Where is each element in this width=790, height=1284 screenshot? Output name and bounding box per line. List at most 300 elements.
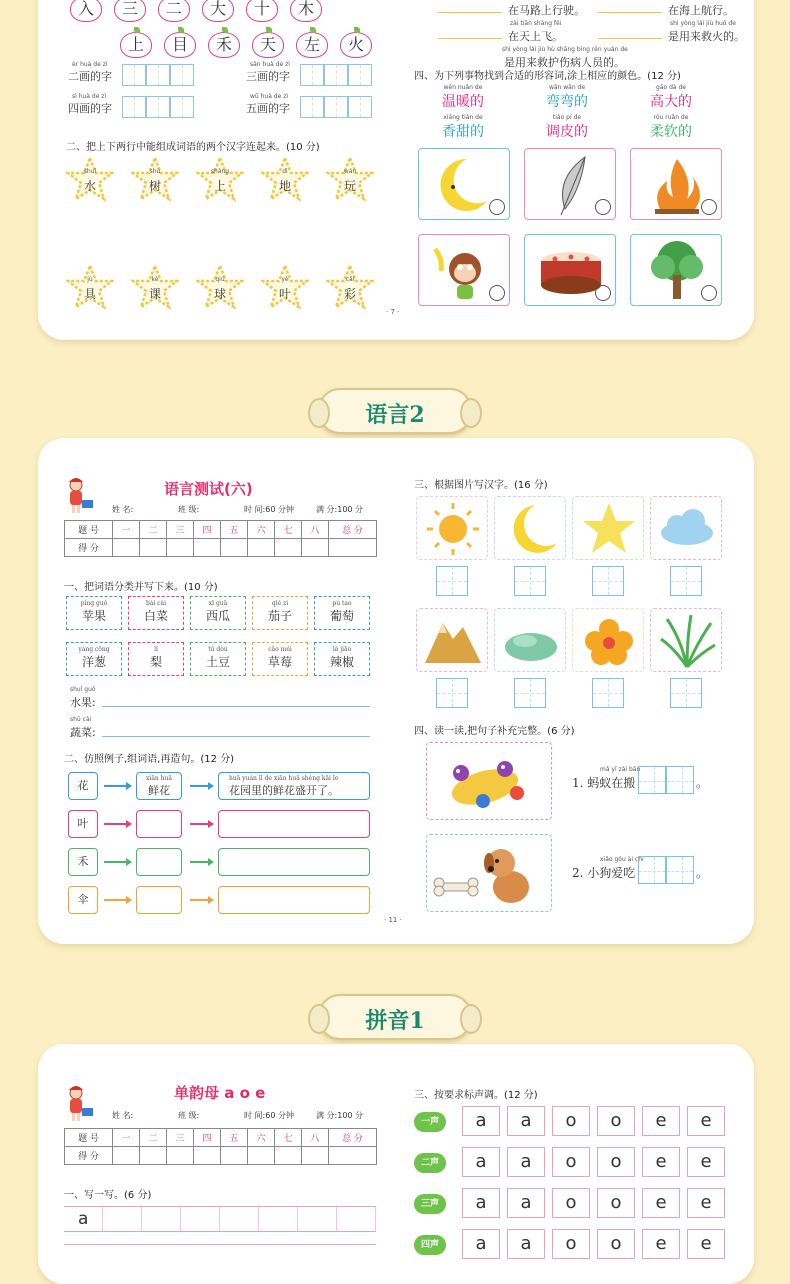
- stone-icon: [495, 609, 567, 673]
- adjective-hanzi: 香甜的: [442, 124, 484, 140]
- score-cell[interactable]: [221, 1147, 248, 1165]
- girl-reading-icon: [64, 476, 94, 514]
- star-hanzi: 具: [83, 287, 96, 301]
- pinyin-box[interactable]: a: [462, 1229, 500, 1259]
- apple-char: 目: [164, 32, 196, 58]
- full-score-label: 满 分:100 分: [316, 1111, 364, 1120]
- write-grid[interactable]: [348, 96, 372, 118]
- name-label: 姓 名:: [112, 505, 134, 514]
- word-pinyin: bái cài: [145, 600, 167, 607]
- score-header-cell: 题 号: [65, 521, 113, 539]
- pinyin-box[interactable]: e: [687, 1147, 725, 1177]
- apple-char: 火: [340, 32, 372, 58]
- flower-icon: [573, 609, 645, 673]
- star-hanzi: 水: [83, 179, 96, 193]
- answer-line[interactable]: [598, 38, 662, 39]
- write-grid[interactable]: [300, 96, 324, 118]
- char-box: 叶: [68, 810, 98, 838]
- time-label: 时 间:60 分钟: [244, 1111, 294, 1120]
- adjective: [532, 114, 602, 141]
- write-grid[interactable]: [638, 856, 666, 884]
- pinyin-box[interactable]: e: [642, 1229, 680, 1259]
- worksheet-page-11: [38, 438, 754, 944]
- picture-frame: [494, 608, 566, 672]
- section-3-title: 三、按要求标声调。(12 分): [414, 1090, 538, 1101]
- score-cell[interactable]: [302, 1147, 329, 1165]
- arrow-icon: [104, 899, 130, 901]
- picture-card[interactable]: [418, 148, 510, 220]
- write-grid[interactable]: [592, 678, 624, 708]
- star-hanzi: 地: [278, 179, 291, 193]
- word-pinyin: cǎo méi: [268, 646, 292, 653]
- picture-card[interactable]: [630, 234, 722, 306]
- adjective: [532, 84, 602, 111]
- pinyin-box[interactable]: a: [462, 1188, 500, 1218]
- pinyin-box[interactable]: o: [597, 1188, 635, 1218]
- star-hanzi: 叶: [278, 287, 291, 301]
- adjective-hanzi: 调皮的: [546, 124, 588, 140]
- write-grid[interactable]: [300, 64, 324, 86]
- write-grid[interactable]: [146, 96, 170, 118]
- adjective: [636, 84, 706, 111]
- section-banner-language-2: [318, 388, 472, 434]
- sentence-answer-box[interactable]: [218, 810, 370, 838]
- write-grid[interactable]: [146, 64, 170, 86]
- score-table: [64, 520, 377, 557]
- picture-frame: [416, 496, 488, 560]
- write-letter: a: [78, 1209, 89, 1229]
- adjective-pinyin: wēn nuǎn de: [443, 84, 483, 91]
- write-grid[interactable]: [122, 64, 146, 86]
- sentence-end: 。: [696, 776, 709, 790]
- star-char[interactable]: [326, 156, 374, 202]
- star-pinyin: dì: [282, 168, 288, 175]
- apple-char: 木: [290, 0, 322, 22]
- word-hanzi: 洋葱: [81, 655, 106, 669]
- color-circle[interactable]: [701, 285, 717, 301]
- full-score-label: 满 分:100 分: [316, 505, 364, 514]
- score-header-cell: 五: [221, 1129, 248, 1147]
- score-header-cell: 二: [140, 1129, 167, 1147]
- adjective-hanzi: 高大的: [650, 94, 692, 110]
- section-4-title: 四、读一读,把句子补充完整。(6 分): [414, 726, 575, 737]
- score-cell[interactable]: [113, 539, 140, 557]
- worksheet-page-7: [38, 0, 754, 340]
- score-header-cell: 七: [275, 1129, 302, 1147]
- picture-card[interactable]: [524, 148, 616, 220]
- pinyin-box[interactable]: a: [507, 1106, 545, 1136]
- word-box: [128, 596, 184, 630]
- stroke-pinyin: sān huà de zì: [250, 61, 290, 68]
- picture-card[interactable]: [524, 234, 616, 306]
- stroke-label: 二画的字: [68, 70, 112, 83]
- star-char[interactable]: [131, 264, 179, 310]
- sentence-pinyin: xiǎo gǒu ài chī: [600, 856, 644, 863]
- star-hanzi: 彩: [343, 287, 356, 301]
- word-pinyin: lí: [154, 646, 158, 653]
- apple-char: 上: [120, 32, 152, 58]
- pinyin-box[interactable]: e: [642, 1106, 680, 1136]
- word-pinyin: tǔ dòu: [208, 646, 228, 653]
- girl-reading-icon: [64, 1084, 94, 1122]
- write-grid[interactable]: [670, 566, 702, 596]
- star-pinyin: kè: [151, 276, 159, 283]
- write-grid[interactable]: [436, 566, 468, 596]
- write-grid[interactable]: [170, 64, 194, 86]
- write-grid[interactable]: [324, 64, 348, 86]
- line-text: 在海上航行。: [668, 4, 734, 17]
- writing-line-1[interactable]: [64, 1206, 376, 1232]
- score-cell[interactable]: [167, 1147, 194, 1165]
- color-circle[interactable]: [489, 285, 505, 301]
- arrow-icon: [104, 823, 130, 825]
- line-text: 是用来救护伤病人员的。: [504, 56, 625, 69]
- adjective: [428, 114, 498, 141]
- test-title: 单韵母 a o e: [174, 1084, 266, 1102]
- section-2-title: 二、仿照例子,组词语,再造句。(12 分): [64, 754, 235, 765]
- score-cell[interactable]: [329, 1147, 377, 1165]
- picture-card[interactable]: [630, 148, 722, 220]
- line-pinyin: zài tiān shàng fēi: [510, 20, 562, 27]
- dog-bone-icon: [427, 835, 551, 911]
- score-cell[interactable]: [329, 539, 377, 557]
- line-pinyin: shì yòng lái jiù huǒ de: [670, 20, 736, 27]
- star-pinyin: shù: [149, 168, 161, 175]
- stroke-label: 四画的字: [68, 102, 112, 115]
- line-text: 在天上飞。: [508, 30, 563, 43]
- color-circle[interactable]: [701, 199, 717, 215]
- char-box: 花: [68, 772, 98, 800]
- worksheet-page-pinyin: [38, 1044, 754, 1284]
- sentence-pinyin: huā yuán lǐ de xiān huā shèng kāi le: [229, 775, 339, 782]
- word-box: [190, 596, 246, 630]
- veg-pinyin: shū cài: [70, 716, 92, 723]
- star-char[interactable]: [326, 264, 374, 310]
- adjective-pinyin: róu ruǎn de: [653, 114, 689, 121]
- moon-icon: [495, 497, 567, 561]
- word-answer-box[interactable]: [136, 848, 182, 876]
- score-cell[interactable]: [275, 539, 302, 557]
- arrow-icon: [190, 899, 212, 901]
- char-box: 伞: [68, 886, 98, 914]
- veg-answer-line[interactable]: [102, 736, 370, 737]
- score-header-cell: 五: [221, 521, 248, 539]
- class-label: 班 级:: [178, 505, 200, 514]
- pinyin-box[interactable]: o: [597, 1147, 635, 1177]
- picture-frame: [572, 496, 644, 560]
- test-title: 语言测试(六): [164, 480, 253, 498]
- star-pinyin: jù: [87, 276, 93, 283]
- apple-char: 禾: [208, 32, 240, 58]
- stroke-pinyin: wǔ huà de zì: [250, 93, 289, 100]
- write-grid[interactable]: [666, 856, 694, 884]
- arrow-icon: [190, 861, 212, 863]
- pinyin-box[interactable]: a: [462, 1147, 500, 1177]
- write-grid[interactable]: [170, 96, 194, 118]
- word-hanzi: 葡萄: [329, 609, 354, 623]
- word-pinyin: yáng cōng: [78, 646, 110, 653]
- picture-frame: [650, 608, 722, 672]
- star-char[interactable]: [261, 264, 309, 310]
- adjective-hanzi: 弯弯的: [546, 94, 588, 110]
- pinyin-box[interactable]: e: [687, 1106, 725, 1136]
- score-cell[interactable]: [113, 1147, 140, 1165]
- time-label: 时 间:60 分钟: [244, 505, 294, 514]
- word-text: 鲜花: [148, 784, 170, 797]
- write-grid[interactable]: [122, 96, 146, 118]
- picture-frame: [416, 608, 488, 672]
- banner-label: 语言2: [365, 402, 425, 428]
- score-header-cell: 六: [248, 521, 275, 539]
- mountain-icon: [417, 609, 489, 673]
- tone-label: 四声: [414, 1235, 446, 1255]
- star-hanzi: 课: [148, 287, 161, 301]
- star-hanzi: 上: [213, 179, 226, 193]
- word-pinyin: là jiāo: [332, 646, 352, 653]
- line-text: 是用来救火的。: [668, 30, 745, 43]
- word-hanzi: 梨: [149, 655, 162, 669]
- word-answer-box[interactable]: [136, 772, 182, 800]
- arrow-icon: [190, 785, 212, 787]
- stroke-label: 五画的字: [246, 102, 290, 115]
- score-header-cell: 三: [167, 521, 194, 539]
- star-icon: [573, 497, 645, 561]
- sentence-end: 。: [696, 866, 709, 880]
- sentence-pinyin: mǎ yǐ zài bān: [600, 766, 641, 773]
- apple-char: 二: [158, 0, 190, 22]
- arrow-icon: [190, 823, 212, 825]
- pinyin-box[interactable]: e: [642, 1147, 680, 1177]
- stroke-pinyin: èr huà de zì: [72, 61, 108, 68]
- star-pinyin: shàng: [210, 168, 230, 175]
- veg-label: 蔬菜:: [70, 726, 96, 739]
- word-box: [314, 596, 370, 630]
- apple-char: 天: [252, 32, 284, 58]
- write-grid[interactable]: [436, 678, 468, 708]
- pinyin-box[interactable]: e: [642, 1188, 680, 1218]
- star-pinyin: wán: [343, 168, 357, 175]
- line-text: 在马路上行驶。: [508, 4, 585, 17]
- adjective-pinyin: tiáo pí de: [552, 114, 582, 121]
- word-pinyin: qié zi: [271, 600, 289, 607]
- write-grid[interactable]: [324, 96, 348, 118]
- word-answer-box[interactable]: [136, 810, 182, 838]
- write-grid[interactable]: [514, 566, 546, 596]
- pinyin-box[interactable]: o: [552, 1188, 590, 1218]
- word-answer-box[interactable]: [136, 886, 182, 914]
- color-circle[interactable]: [489, 199, 505, 215]
- page-number: · 11 ·: [384, 916, 402, 924]
- grass-icon: [651, 609, 723, 673]
- word-hanzi: 辣椒: [329, 655, 354, 669]
- score-cell[interactable]: [248, 539, 275, 557]
- fruit-pinyin: shuǐ guǒ: [70, 686, 96, 693]
- ants-carrying-icon: [427, 743, 551, 819]
- sentence-text: 2. 小狗爱吃: [572, 866, 636, 880]
- sentence-text: 1. 蚂蚁在搬: [572, 776, 636, 790]
- star-pinyin: cǎi: [345, 276, 355, 283]
- score-header-cell: 四: [194, 521, 221, 539]
- class-label: 班 级:: [178, 1111, 200, 1120]
- score-header-cell: 总 分: [329, 521, 377, 539]
- answer-line[interactable]: [438, 12, 502, 13]
- fruit-label: 水果:: [70, 696, 96, 709]
- word-hanzi: 苹果: [81, 609, 106, 623]
- word-hanzi: 白菜: [143, 609, 168, 623]
- banner-label: 拼音1: [365, 1008, 425, 1034]
- star-char[interactable]: [196, 264, 244, 310]
- adjective-pinyin: wān wān de: [548, 84, 586, 91]
- adjective-pinyin: xiāng tián de: [443, 114, 483, 121]
- word-pinyin: pú tao: [332, 600, 352, 607]
- tone-label: 一声: [414, 1112, 446, 1132]
- star-hanzi: 树: [148, 179, 161, 193]
- score-cell[interactable]: [248, 1147, 275, 1165]
- score-cell[interactable]: [302, 539, 329, 557]
- star-pinyin: shuǐ: [83, 168, 97, 175]
- section-4-title: 四、为下列事物找到合适的形容词,涂上相应的颜色。(12 分): [414, 71, 681, 82]
- star-char[interactable]: [196, 156, 244, 202]
- picture-card[interactable]: [418, 234, 510, 306]
- color-circle[interactable]: [595, 199, 611, 215]
- stroke-pinyin: sì huà de zì: [72, 93, 107, 100]
- pinyin-box[interactable]: o: [597, 1106, 635, 1136]
- pinyin-box[interactable]: o: [552, 1147, 590, 1177]
- answer-line[interactable]: [598, 12, 662, 13]
- section-3-title: 三、根据图片写汉字。(16 分): [414, 480, 548, 491]
- section-2-title: 二、把上下两行中能组成词语的两个汉字连起来。(10 分): [66, 142, 320, 153]
- pinyin-box[interactable]: a: [507, 1229, 545, 1259]
- apple-char: 入: [70, 0, 102, 22]
- write-grid[interactable]: [666, 766, 694, 794]
- write-grid[interactable]: [348, 64, 372, 86]
- word-box: [128, 642, 184, 676]
- section-1-title: 一、把词语分类并写下来。(10 分): [64, 582, 218, 593]
- word-box: [190, 642, 246, 676]
- apple-char: 大: [202, 0, 234, 22]
- word-pinyin: píng guǒ: [80, 600, 108, 607]
- score-cell[interactable]: [275, 1147, 302, 1165]
- word-hanzi: 茄子: [267, 609, 292, 623]
- word-box: [66, 642, 122, 676]
- picture-frame: [650, 496, 722, 560]
- score-cell[interactable]: [167, 539, 194, 557]
- adjective: [428, 84, 498, 111]
- word-pinyin: xī guā: [208, 600, 228, 607]
- score-header-cell: 二: [140, 521, 167, 539]
- star-char[interactable]: [131, 156, 179, 202]
- write-grid[interactable]: [514, 678, 546, 708]
- word-pinyin: xiān huā: [146, 775, 172, 782]
- page-number: · 7 ·: [386, 308, 400, 316]
- apple-char: 左: [296, 32, 328, 58]
- star-hanzi: 玩: [343, 179, 356, 193]
- word-hanzi: 土豆: [205, 655, 230, 669]
- score-table: [64, 1128, 377, 1165]
- score-header-cell: 七: [275, 521, 302, 539]
- adjective-pinyin: gāo dà de: [656, 84, 686, 91]
- adjective: [636, 114, 706, 141]
- word-hanzi: 草莓: [267, 655, 292, 669]
- score-cell[interactable]: [140, 539, 167, 557]
- pinyin-box[interactable]: o: [552, 1106, 590, 1136]
- word-box: [314, 642, 370, 676]
- score-cell[interactable]: [194, 539, 221, 557]
- score-header-cell: 题 号: [65, 1129, 113, 1147]
- score-row-label: 得 分: [65, 1147, 113, 1165]
- word-hanzi: 西瓜: [205, 609, 230, 623]
- pinyin-box[interactable]: a: [462, 1106, 500, 1136]
- section-banner-pinyin-1: [318, 994, 472, 1040]
- star-pinyin: qiú: [215, 276, 225, 283]
- star-char[interactable]: [261, 156, 309, 202]
- ants-picture: [426, 742, 552, 820]
- score-row-label: 得 分: [65, 539, 113, 557]
- line-pinyin: shì yòng lái jiù hù shāng bìng rén yuán de: [502, 46, 628, 53]
- word-box: [252, 642, 308, 676]
- word-box: [66, 596, 122, 630]
- sentence-text: 花园里的鲜花盛开了。: [229, 784, 339, 797]
- pinyin-box[interactable]: e: [687, 1229, 725, 1259]
- score-header-cell: 八: [302, 521, 329, 539]
- arrow-icon: [104, 861, 130, 863]
- score-header-cell: 四: [194, 1129, 221, 1147]
- star-char[interactable]: [66, 156, 114, 202]
- star-char[interactable]: [66, 264, 114, 310]
- pinyin-box[interactable]: a: [507, 1147, 545, 1177]
- sun-icon: [417, 497, 489, 561]
- star-hanzi: 球: [213, 287, 226, 301]
- sentence-answer-box[interactable]: [218, 848, 370, 876]
- write-grid[interactable]: [638, 766, 666, 794]
- score-cell[interactable]: [194, 1147, 221, 1165]
- score-header-cell: 三: [167, 1129, 194, 1147]
- dog-picture: [426, 834, 552, 912]
- tone-label: 三声: [414, 1194, 446, 1214]
- score-header-cell: 八: [302, 1129, 329, 1147]
- cloud-icon: [651, 497, 723, 561]
- score-cell[interactable]: [140, 1147, 167, 1165]
- pinyin-box[interactable]: e: [687, 1188, 725, 1218]
- sentence-answer-box[interactable]: [218, 772, 370, 800]
- pinyin-box[interactable]: o: [597, 1229, 635, 1259]
- fruit-answer-line[interactable]: [102, 706, 370, 707]
- score-header-cell: 总 分: [329, 1129, 377, 1147]
- apple-char: 三: [114, 0, 146, 22]
- adjective-hanzi: 柔软的: [650, 124, 692, 140]
- stroke-label: 三画的字: [246, 70, 290, 83]
- star-pinyin: yè: [281, 276, 289, 283]
- section-1-title: 一、写一写。(6 分): [64, 1190, 152, 1201]
- name-label: 姓 名:: [112, 1111, 134, 1120]
- write-grid[interactable]: [592, 566, 624, 596]
- adjective-hanzi: 温暖的: [442, 94, 484, 110]
- score-header-cell: 一: [113, 1129, 140, 1147]
- score-cell[interactable]: [221, 539, 248, 557]
- color-circle[interactable]: [595, 285, 611, 301]
- write-grid[interactable]: [670, 678, 702, 708]
- picture-frame: [572, 608, 644, 672]
- pinyin-box[interactable]: o: [552, 1229, 590, 1259]
- pinyin-box[interactable]: a: [507, 1188, 545, 1218]
- word-box: [252, 596, 308, 630]
- tone-label: 二声: [414, 1153, 446, 1173]
- score-header-cell: 一: [113, 521, 140, 539]
- sentence-answer-box[interactable]: [218, 886, 370, 914]
- answer-line[interactable]: [438, 38, 502, 39]
- apple-char: 十: [246, 0, 278, 22]
- picture-frame: [494, 496, 566, 560]
